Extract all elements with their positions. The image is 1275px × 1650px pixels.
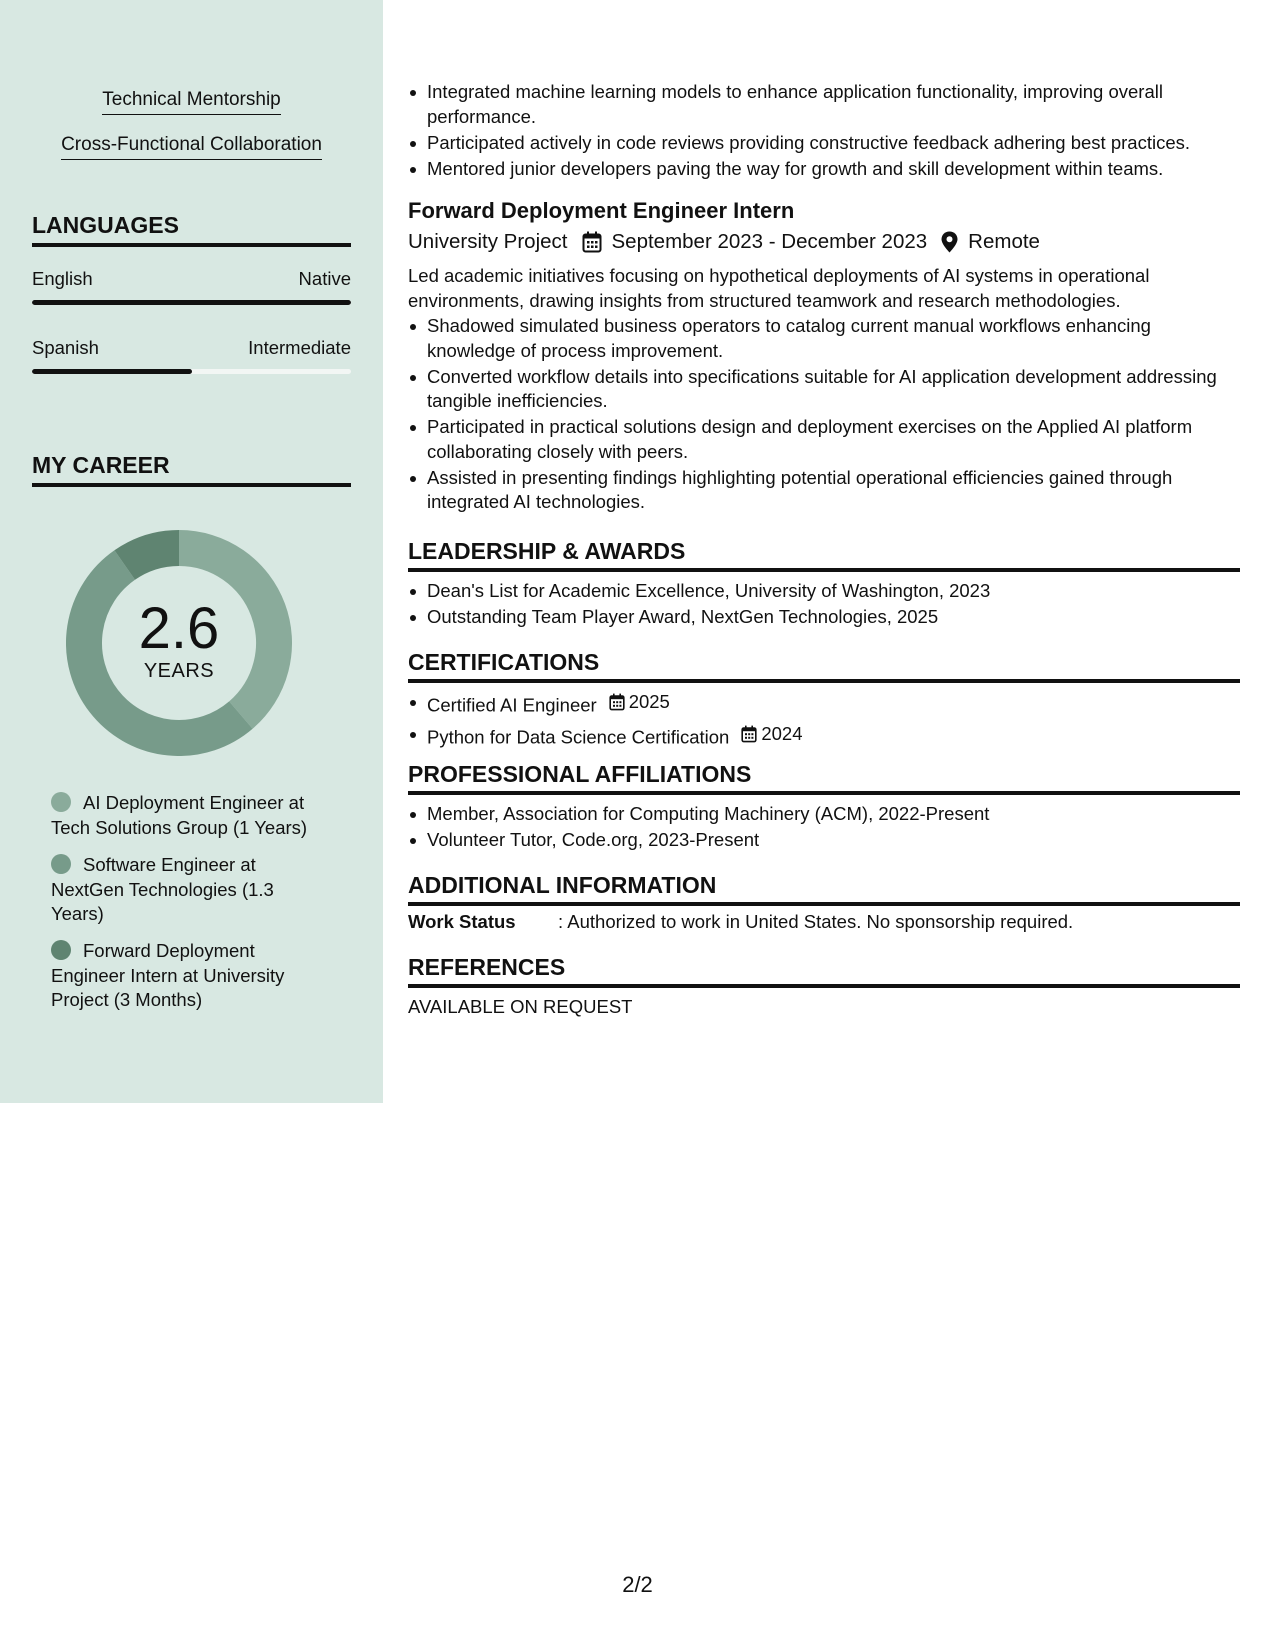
career-legend-item — [51, 791, 321, 840]
language-proficiency-fill — [32, 369, 192, 374]
references-text: AVAILABLE ON REQUEST — [408, 996, 633, 1017]
bullet-item: Integrated machine learning models to enhance application functionality, improving overall performance. — [408, 80, 1240, 129]
job-location: Remote — [968, 230, 1040, 253]
certification-name: Python for Data Science Certification — [427, 726, 730, 747]
bullet-item: Converted workflow details into specifications suitable for AI application development addressing tangible inefficiencies. — [408, 365, 1240, 414]
legend-label: AI Deployment Engineer at Tech Solutions Group (1 Years) — [51, 792, 308, 838]
legend-dot — [51, 940, 71, 960]
job-title: Forward Deployment Engineer Intern — [408, 198, 795, 223]
work-status-row — [408, 910, 1240, 935]
bullet-item: Assisted in presenting findings highlighting potential operational efficiencies gained through integrated AI technologies. — [408, 466, 1240, 515]
skill-label: Technical Mentorship — [102, 88, 280, 115]
job-company: University Project — [408, 230, 568, 253]
legend-label: Forward Deployment Engineer Intern at University Project (3 Months) — [51, 940, 285, 1010]
work-status-value: : Authorized to work in United States. No sponsorship required. — [558, 911, 1074, 932]
skill-item — [0, 133, 383, 160]
leadership-heading: LEADERSHIP & AWARDS — [408, 536, 1240, 572]
calendar-icon — [582, 231, 602, 253]
calendar-icon — [609, 693, 625, 711]
certifications-list — [408, 690, 1240, 751]
bullet-item: Participated in practical solutions design and deployment exercises on the Applied AI platform collaborating closely with peers. — [408, 415, 1240, 464]
location-pin-icon — [941, 231, 958, 253]
job-description: Led academic initiatives focusing on hypothetical deployments of AI systems in operational environments, drawing insights from structured teamwork and research methodologies. — [408, 265, 1150, 311]
calendar-icon — [741, 725, 757, 743]
language-proficiency-fill — [32, 300, 351, 305]
affiliations-heading: PROFESSIONAL AFFILIATIONS — [408, 759, 1240, 795]
legend-label: Software Engineer at NextGen Technologies (1.3 Years) — [51, 854, 274, 924]
certification-year: 2024 — [761, 722, 803, 744]
career-legend-item — [51, 853, 321, 927]
career-legend-item — [51, 939, 321, 1013]
references-heading: REFERENCES — [408, 952, 1240, 988]
bullet-item: Participated actively in code reviews providing constructive feedback adhering best practices. — [408, 131, 1240, 156]
career-total-value: 2.6 — [138, 596, 220, 661]
certification-name: Certified AI Engineer — [427, 694, 597, 716]
language-proficiency-bar — [32, 300, 351, 305]
language-level: Intermediate — [248, 337, 351, 358]
job-dates: September 2023 - December 2023 — [611, 230, 928, 253]
bullet-item: Outstanding Team Player Award, NextGen Technologies, 2025 — [408, 605, 1240, 630]
career-total — [66, 530, 292, 756]
bullet-item: Dean's List for Academic Excellence, University of Washington, 2023 — [408, 579, 1240, 604]
bullet-item: Mentored junior developers paving the way for growth and skill development within teams. — [408, 157, 1240, 182]
experience-bullets — [408, 80, 1240, 183]
skill-item — [0, 88, 383, 115]
page-number: 2/2 — [622, 1572, 653, 1597]
language-row — [32, 335, 351, 361]
certification-date — [741, 722, 802, 747]
legend-dot — [51, 854, 71, 874]
languages-heading: LANGUAGES — [32, 210, 351, 247]
certification-item — [408, 690, 1240, 718]
certification-item — [408, 722, 1240, 750]
leadership-list — [408, 579, 1240, 631]
job-bullets — [408, 314, 1240, 516]
job-meta — [408, 228, 1040, 256]
career-donut-chart — [66, 530, 292, 756]
language-level: Native — [298, 268, 351, 289]
bullet-item: Shadowed simulated business operators to catalog current manual workflows enhancing knowledge of process improvement. — [408, 314, 1240, 363]
additional-info-heading: ADDITIONAL INFORMATION — [408, 870, 1240, 906]
work-status-label: Work Status — [408, 911, 516, 932]
career-total-unit: YEARS — [143, 660, 215, 682]
language-name: English — [32, 268, 93, 289]
certification-year: 2025 — [628, 691, 670, 712]
skill-label: Cross-Functional Collaboration — [61, 133, 322, 160]
legend-dot — [51, 792, 71, 812]
bullet-item: Member, Association for Computing Machinery (ACM), 2022-Present — [408, 802, 1240, 827]
language-row — [32, 266, 351, 292]
affiliations-list — [408, 802, 1240, 854]
career-heading: MY CAREER — [32, 450, 351, 487]
certifications-heading: CERTIFICATIONS — [408, 647, 1240, 683]
certification-date — [609, 690, 670, 715]
language-proficiency-bar — [32, 369, 351, 374]
sidebar — [0, 0, 383, 1103]
bullet-item: Volunteer Tutor, Code.org, 2023-Present — [408, 828, 1240, 853]
language-name: Spanish — [32, 337, 99, 358]
